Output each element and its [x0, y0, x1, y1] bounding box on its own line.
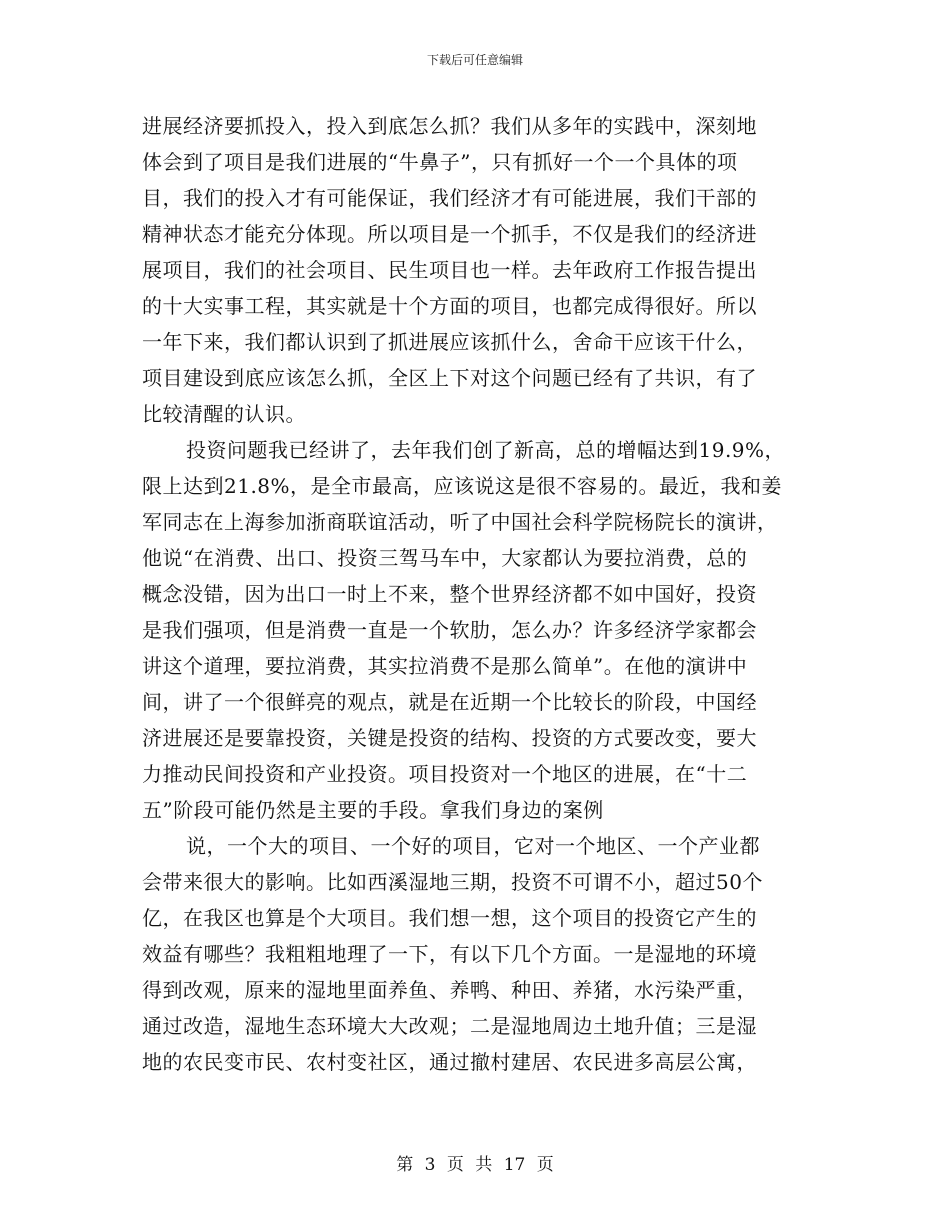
text-line: 亿，在我区也算是个大项目。我们想一想，这个项目的投资它产生的	[142, 906, 757, 930]
text-line: 说，一个大的项目、一个好的项目，它对一个地区、一个产业都	[186, 834, 760, 858]
text-line: 效益有哪些？我粗粗地理了一下，有以下几个方面。一是湿地的环境	[142, 942, 757, 966]
text-line: 济进展还是要靠投资，关键是投资的结构、投资的方式要改变，要大	[142, 726, 757, 750]
text-line: 得到改观，原来的湿地里面养鱼、养鸭、种田、养猪，水污染严重，	[142, 978, 757, 1002]
text-line: 地的农民变市民、农村变社区，通过撤村建居、农民进多高层公寓，	[142, 1050, 757, 1074]
text-line: 是我们强项，但是消费一直是一个软肋，怎么办？许多经济学家都会	[142, 618, 757, 642]
text-line: 体会到了项目是我们进展的“牛鼻子”，只有抓好一个一个具体的项	[142, 150, 738, 174]
text-line: 一年下来，我们都认识到了抓进展应该抓什么，舍命干应该干什么，	[142, 330, 757, 354]
text-line: 他说“在消费、出口、投资三驾马车中，大家都认为要拉消费，总的	[142, 546, 748, 570]
paragraph-1	[142, 108, 808, 432]
text-line: 目，我们的投入才有可能保证，我们经济才有可能进展，我们干部的	[142, 186, 757, 210]
text-line: 间，讲了一个很鲜亮的观点，就是在近期一个比较长的阶段，中国经	[142, 690, 757, 714]
page-header: 下载后可任意编辑	[426, 53, 523, 67]
page-footer: 第 3 页 共 17 页	[396, 1155, 554, 1175]
text-line: 限上达到21.8%，是全市最高，应该说这是很不容易的。最近，我和姜	[142, 474, 783, 498]
text-line: 比较清醒的认识。	[142, 402, 306, 426]
text-line: 军同志在上海参加浙商联谊活动，听了中国社会科学院杨院长的演讲，	[142, 510, 778, 534]
text-line: 投资问题我已经讲了，去年我们创了新高，总的增幅达到19.9%，	[186, 438, 786, 462]
text-line: 进展经济要抓投入，投入到底怎么抓？我们从多年的实践中，深刻地	[142, 114, 757, 138]
paragraph-2	[142, 432, 808, 828]
paragraph-3	[142, 828, 808, 1080]
text-line: 项目建设到底应该怎么抓，全区上下对这个问题已经有了共识，有了	[142, 366, 757, 390]
text-line: 讲这个道理，要拉消费，其实拉消费不是那么简单”。在他的演讲中	[142, 654, 748, 678]
text-line: 会带来很大的影响。比如西溪湿地三期，投资不可谓不小，超过50个	[142, 870, 763, 894]
document-body	[142, 108, 808, 1080]
text-line: 精神状态才能充分体现。所以项目是一个抓手，不仅是我们的经济进	[142, 222, 757, 246]
text-line: 的十大实事工程，其实就是十个方面的项目，也都完成得很好。所以	[142, 294, 757, 318]
text-line: 五”阶段可能仍然是主要的手段。拿我们身边的案例	[142, 798, 604, 822]
text-line: 力推动民间投资和产业投资。项目投资对一个地区的进展，在“十二	[142, 762, 748, 786]
text-line: 通过改造，湿地生态环境大大改观；二是湿地周边土地升值；三是湿	[142, 1014, 757, 1038]
text-line: 展项目，我们的社会项目、民生项目也一样。去年政府工作报告提出	[142, 258, 757, 282]
text-line: 概念没错，因为出口一时上不来，整个世界经济都不如中国好，投资	[142, 582, 757, 606]
